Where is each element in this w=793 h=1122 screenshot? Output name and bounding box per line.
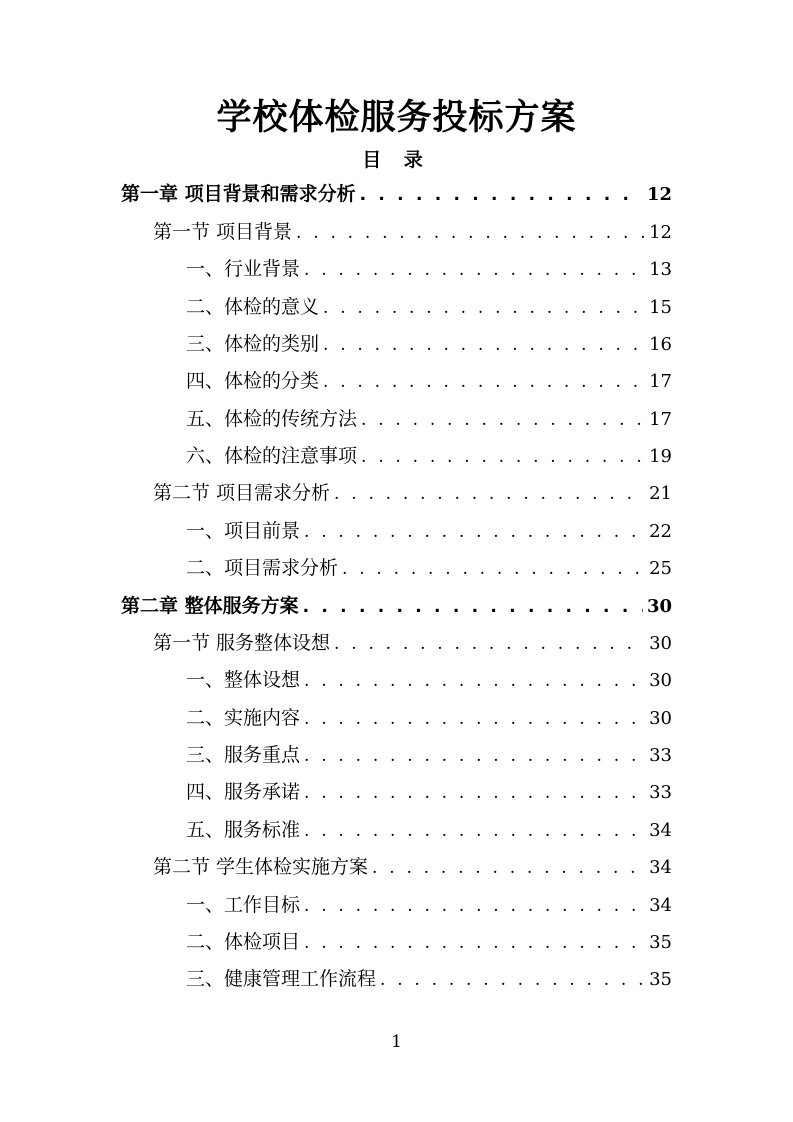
document-title: 学校体检服务投标方案	[216, 98, 577, 138]
toc-leader-dots	[334, 634, 645, 654]
toc-entry-label: 第二节 项目需求分析	[153, 482, 331, 504]
toc-entry-item[interactable]	[186, 703, 672, 729]
toc-leader-dots	[323, 335, 645, 355]
toc-entry-item[interactable]	[186, 254, 672, 280]
toc-entry-page: 35	[649, 969, 672, 990]
page-number: 1	[391, 1032, 402, 1052]
toc-entry-label: 二、实施内容	[186, 707, 301, 729]
toc-entry-item[interactable]	[186, 890, 672, 916]
toc-entry-chapter-2[interactable]	[121, 591, 672, 617]
toc-entry-label: 一、工作目标	[186, 894, 301, 916]
toc-entry-page: 25	[649, 558, 672, 579]
toc-entry-label: 三、健康管理工作流程	[186, 968, 377, 990]
toc-entry-label: 一、整体设想	[186, 669, 301, 691]
toc-entry-page: 35	[649, 932, 672, 953]
toc-entry-item[interactable]	[186, 665, 672, 691]
toc-entry-label: 一、项目前景	[186, 520, 301, 542]
toc-entry-page: 33	[649, 745, 672, 766]
toc-leader-dots	[372, 858, 645, 878]
toc-entry-label: 二、体检的意义	[186, 296, 320, 318]
toc-entry-label: 二、体检项目	[186, 931, 301, 953]
toc-entry-label: 五、体检的传统方法	[186, 408, 358, 430]
toc-leader-dots	[303, 597, 643, 617]
toc-entry-page: 17	[649, 371, 672, 392]
toc-entry-page: 33	[649, 782, 672, 803]
toc-leader-dots	[304, 709, 645, 729]
toc-entry-page: 13	[649, 259, 672, 280]
toc-entry-label: 第二章 整体服务方案	[121, 595, 299, 617]
toc-entry-label: 五、服务标准	[186, 819, 301, 841]
toc-entry-page: 22	[649, 521, 672, 542]
toc-entry-label: 四、体检的分类	[186, 370, 320, 392]
toc-entry-page: 30	[646, 596, 672, 617]
toc-entry-label: 第一节 服务整体设想	[153, 632, 331, 654]
toc-entry-label: 四、服务承诺	[186, 781, 301, 803]
toc-entry-item[interactable]	[186, 777, 672, 803]
toc-heading: 目 录	[362, 149, 431, 171]
toc-entry-page: 34	[649, 820, 672, 841]
toc-entry-section[interactable]	[153, 628, 672, 654]
toc-leader-dots	[304, 783, 645, 803]
toc-leader-dots	[342, 559, 645, 579]
toc-entry-section[interactable]	[153, 852, 672, 878]
toc-entry-item[interactable]	[186, 516, 672, 542]
toc-entry-item[interactable]	[186, 366, 672, 392]
toc-leader-dots	[304, 260, 645, 280]
toc-entry-item[interactable]	[186, 441, 672, 467]
toc-leader-dots	[334, 484, 645, 504]
toc-entry-label: 一、行业背景	[186, 258, 301, 280]
toc-entry-section[interactable]	[153, 217, 672, 243]
toc-entry-item[interactable]	[186, 329, 672, 355]
toc-entry-label: 第一章 项目背景和需求分析	[121, 183, 356, 205]
toc-leader-dots	[323, 372, 645, 392]
toc-entry-label: 二、项目需求分析	[186, 557, 339, 579]
toc-leader-dots	[296, 223, 645, 243]
toc-leader-dots	[304, 896, 645, 916]
toc-leader-dots	[361, 447, 645, 467]
toc-entry-page: 19	[649, 446, 672, 467]
toc-entry-page: 34	[649, 857, 672, 878]
toc-entry-label: 三、体检的类别	[186, 333, 320, 355]
toc-entry-item[interactable]	[186, 404, 672, 430]
toc-leader-dots	[323, 298, 645, 318]
toc-entry-page: 30	[649, 670, 672, 691]
toc-entry-page: 12	[646, 184, 672, 205]
toc-entry-label: 第一节 项目背景	[153, 221, 293, 243]
toc-entry-item[interactable]	[186, 553, 672, 579]
toc-entry-item[interactable]	[186, 927, 672, 953]
toc-leader-dots	[361, 410, 645, 430]
toc-leader-dots	[304, 671, 645, 691]
toc-entry-page: 30	[649, 708, 672, 729]
toc-entry-page: 30	[649, 633, 672, 654]
toc-leader-dots	[304, 746, 645, 766]
toc-entry-item[interactable]	[186, 815, 672, 841]
toc-entry-page: 17	[649, 409, 672, 430]
toc-entry-label: 第二节 学生体检实施方案	[153, 856, 369, 878]
toc-entry-section[interactable]	[153, 478, 672, 504]
toc-entry-page: 12	[649, 222, 672, 243]
toc-leader-dots	[380, 970, 645, 990]
toc-leader-dots	[304, 522, 645, 542]
toc-leader-dots	[360, 185, 643, 205]
toc-leader-dots	[304, 821, 645, 841]
toc-entry-item[interactable]	[186, 292, 672, 318]
toc-entry-label: 六、体检的注意事项	[186, 445, 358, 467]
toc-entry-label: 三、服务重点	[186, 744, 301, 766]
toc-entry-page: 15	[649, 297, 672, 318]
toc-entry-item[interactable]	[186, 964, 672, 990]
toc-entry-chapter-1[interactable]	[121, 179, 672, 205]
toc-entry-item[interactable]	[186, 740, 672, 766]
toc-entry-page: 34	[649, 895, 672, 916]
toc-entry-page: 21	[649, 483, 672, 504]
toc-entry-page: 16	[649, 334, 672, 355]
toc-leader-dots	[304, 933, 645, 953]
